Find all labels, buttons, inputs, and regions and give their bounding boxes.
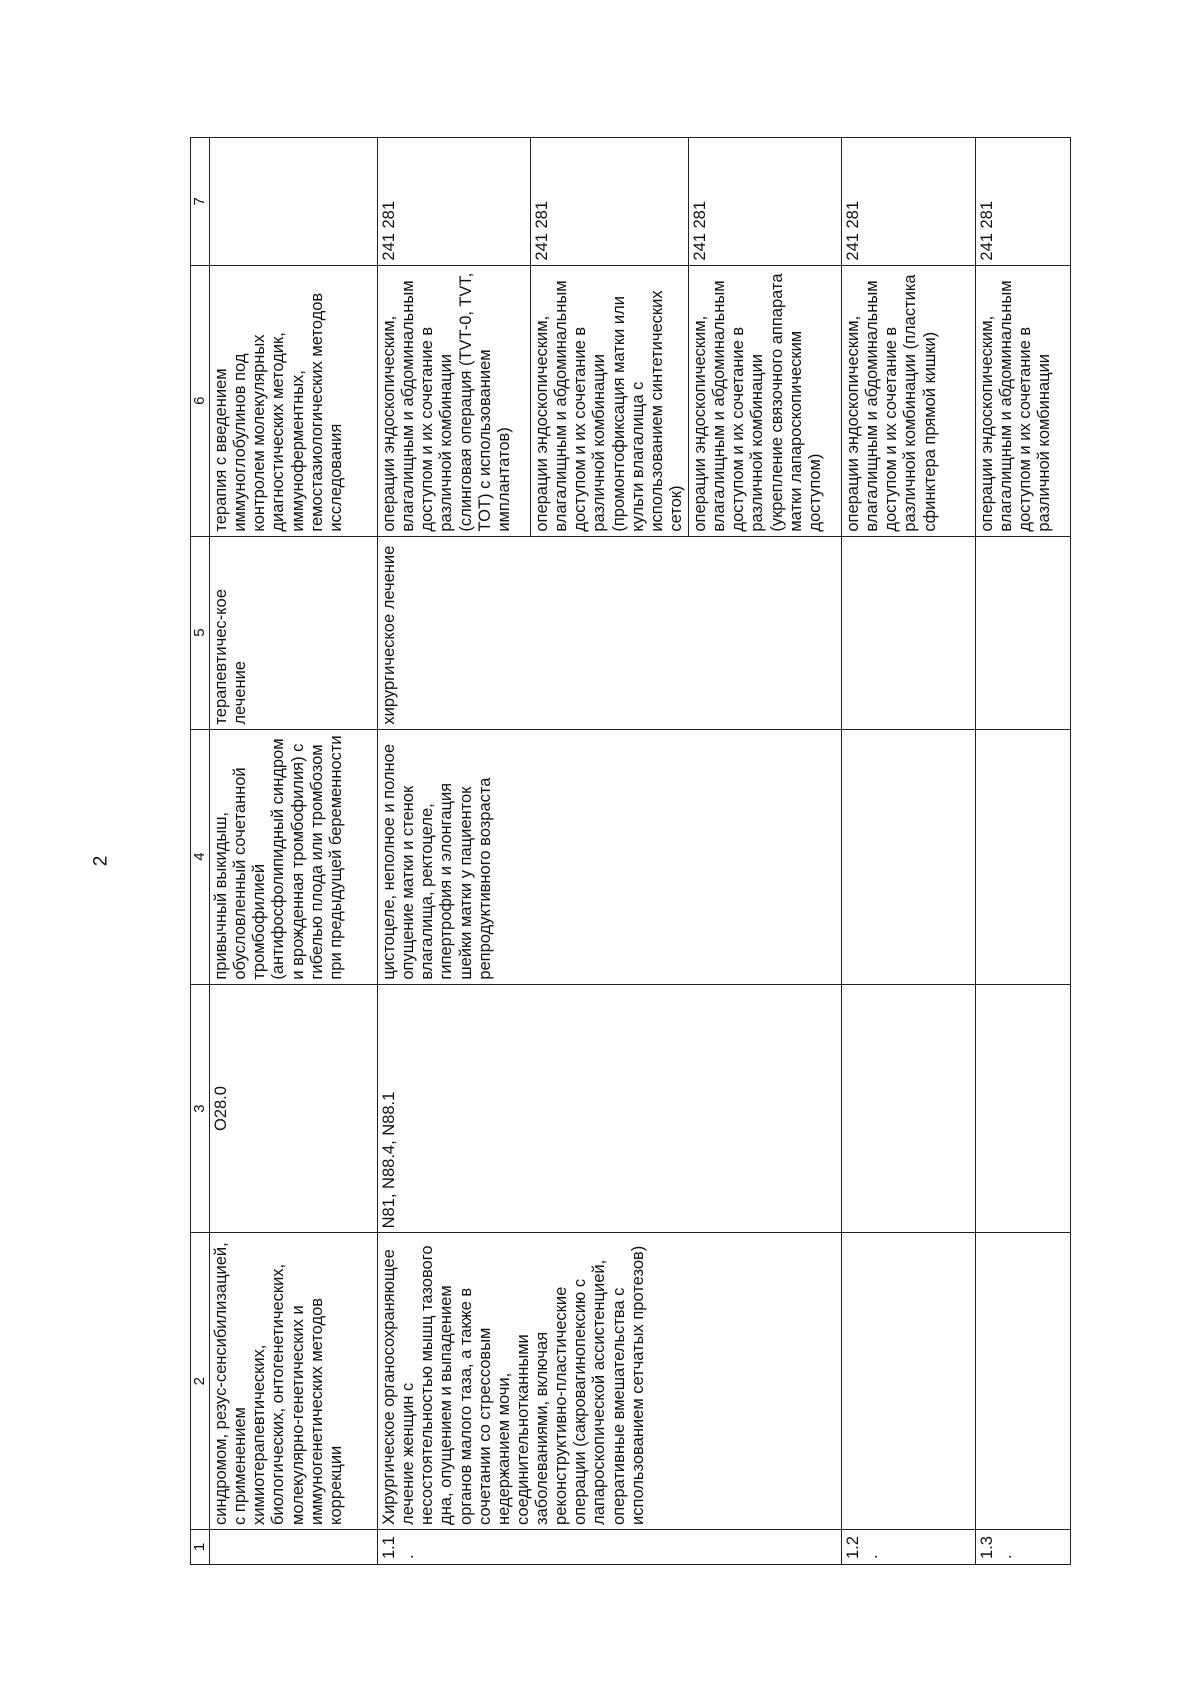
method-cell: операции эндоскопическим, влагалищным и абдоминальным доступом и их сочетание в различной комбинации (пластика сфинктера прямой кишки) — [842, 265, 976, 536]
cost-cell: 241 281 — [689, 138, 842, 266]
header-col-3: 3 — [191, 984, 210, 1233]
method-cell: операции эндоскопическим, влагалищным и абдоминальным доступом и их сочетание в различной комбинации (промонтофиксация матки или культи влагалища с использованием синтетических сеток) — [531, 265, 689, 536]
icd-code-cell: O28.0 — [210, 984, 378, 1233]
cost-cell: 241 281 — [842, 138, 976, 266]
method-cell: операции эндоскопическим, влагалищным и абдоминальным доступом и их сочетание в различной комбинации (укрепление связочного аппарата матки лапароскопическим доступом) — [689, 265, 842, 536]
row-number: 1.3. — [976, 1529, 1071, 1564]
row-number: 1.1. — [378, 1529, 842, 1564]
cost-cell — [210, 138, 378, 266]
header-col-1: 1 — [191, 1529, 210, 1564]
treatment-type-cell — [976, 536, 1071, 729]
cost-cell: 241 281 — [976, 138, 1071, 266]
header-col-7: 7 — [191, 138, 210, 266]
diagnosis-cell — [842, 729, 976, 984]
header-row — [191, 138, 210, 1565]
icd-code-cell: N81, N88.4, N88.1 — [378, 984, 842, 1233]
header-col-4: 4 — [191, 729, 210, 984]
procedures-table — [190, 137, 1071, 1565]
cost-cell: 241 281 — [531, 138, 689, 266]
cost-cell: 241 281 — [378, 138, 531, 266]
treatment-type-cell: терапевтичес-кое лечение — [210, 536, 378, 729]
method-group-cell: синдромом, резус-сенсибилизацией, с применением химиотерапевтических, биологических, онтогенетических, молекулярно-генетических и иммуногенетических методов коррекции — [210, 1233, 378, 1530]
header-col-2: 2 — [191, 1233, 210, 1530]
row-number: 1.2. — [842, 1529, 976, 1564]
table-row — [976, 138, 1071, 1565]
icd-code-cell — [842, 984, 976, 1233]
table-row — [842, 138, 976, 1565]
row-number — [210, 1529, 378, 1564]
diagnosis-cell: привычный выкидыш, обусловленный сочетанной тромбофилией (антифосфолипидный синдром и врожденная тромбофилия) с гибелью плода или тромбозом при предыдущей беременности — [210, 729, 378, 984]
treatment-type-cell: хирургическое лечение — [378, 536, 842, 729]
diagnosis-cell — [976, 729, 1071, 984]
method-group-cell: Хирургическое органосохраняющее лечение женщин с несостоятельностью мышц тазового дна, опущением и выпадением органов малого таза, а также в сочетании со стрессовым недержанием мочи, соединительнотканными заболеваниями, включая реконструктивно-пластические операции (сакровагинопексию с лапароскопической ассистенцией, оперативные вмешательства с использованием сетчатых протезов) — [378, 1233, 842, 1530]
header-col-5: 5 — [191, 536, 210, 729]
treatment-type-cell — [842, 536, 976, 729]
rotated-table-wrapper — [190, 137, 1085, 1565]
method-cell: терапия с введением иммуноглобулинов под контролем молекулярных диагностических методик, иммуноферментных, гемостазиологических методов исследования — [210, 265, 378, 536]
method-group-cell — [842, 1233, 976, 1530]
table-row — [378, 138, 531, 1565]
page-number: 2 — [90, 855, 112, 867]
method-cell: операции эндоскопическим, влагалищным и абдоминальным доступом и их сочетание в различной комбинации — [976, 265, 1071, 536]
header-col-6: 6 — [191, 265, 210, 536]
table-row — [210, 138, 378, 1565]
icd-code-cell — [976, 984, 1071, 1233]
method-group-cell — [976, 1233, 1071, 1530]
diagnosis-cell: цистоцеле, неполное и полное опущение матки и стенок влагалища, ректоцеле, гипертрофия и элонгация шейки матки у пациенток репродуктивного возраста — [378, 729, 842, 984]
method-cell: операции эндоскопическим, влагалищным и абдоминальным доступом и их сочетание в различной комбинации (слинговая операция (TVT-0, TVT, TOT) с использованием имплантатов) — [378, 265, 531, 536]
